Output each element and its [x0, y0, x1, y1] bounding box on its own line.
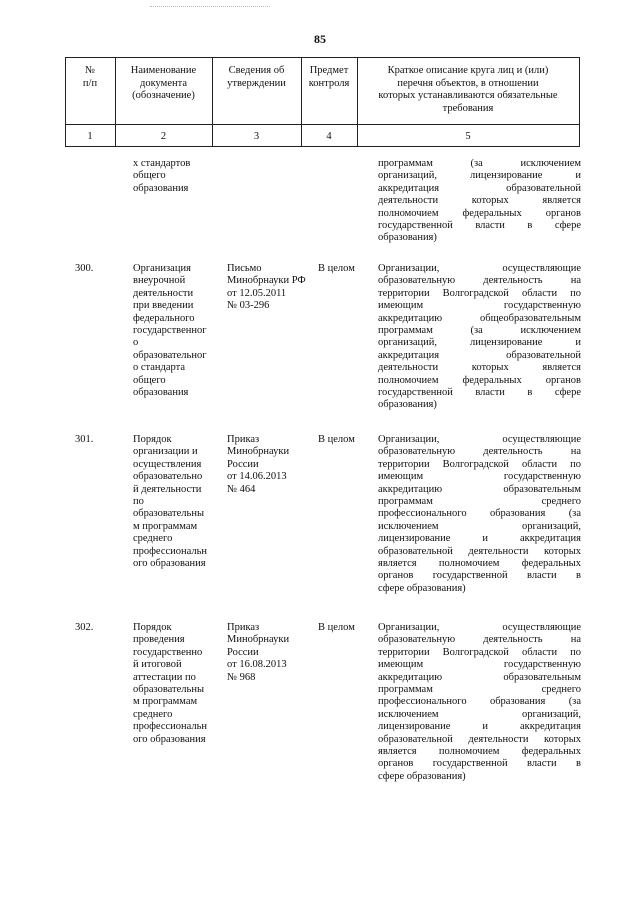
scan-artifact — [150, 6, 270, 9]
row-subject: В целом — [318, 622, 355, 633]
row-number: 300. — [75, 263, 94, 274]
column-number: 4 — [326, 131, 332, 142]
table-header — [65, 57, 580, 147]
row-description: Организации, осуществляющие образовательную деятельность на территории Волгоградской области по имеющим государственную аккредитацию общеобразовательным программам (за исключением организаций, лицензирование и аккредитация образовательной деятельности которых является полномочием федеральных органов государственной власти в сфере образования) — [378, 263, 581, 411]
row-document-name: Порядок организации и осуществления образовательно й деятельности по образовательны м программам среднего профессиональн ого образования — [133, 434, 208, 570]
border-line — [65, 146, 580, 147]
header-col-description: Краткое описание круга лиц и (или) перечня объектов, в отношении которых устанавливаются обязательные требования — [378, 65, 558, 114]
border-line — [65, 124, 580, 125]
border-line — [65, 57, 580, 58]
header-col-approval: Сведения об утверждении — [227, 65, 286, 89]
border-line — [579, 57, 580, 147]
row-approval: Письмо Минобрнауки РФ от 12.05.2011 № 03-296 — [227, 263, 306, 312]
header-col-document: Наименование документа (обозначение) — [130, 65, 197, 101]
row-document-name: Порядок проведения государственно й итоговой аттестации по образовательны м программам среднего профессиональн ого образования — [133, 622, 208, 745]
column-number: 2 — [160, 131, 167, 142]
column-number: 1 — [87, 131, 93, 142]
column-number: 3 — [253, 131, 260, 142]
row-approval: Приказ Минобрнауки России от 14.06.2013 № 464 — [227, 434, 290, 495]
page-number: 85 — [314, 32, 326, 46]
header-col-subject: Предмет контроля — [308, 65, 350, 89]
row-subject: В целом — [318, 263, 355, 274]
header-col-number: № п/п — [82, 65, 98, 89]
continuation-description: программам (за исключением организаций, лицензирование и аккредитация образовательной деятельности которых является полномочием федеральных органов государственной власти в сфере образования) — [378, 158, 581, 244]
row-subject: В целом — [318, 434, 355, 445]
row-description: Организации, осуществляющие образовательную деятельность на территории Волгоградской области по имеющим государственную аккредитацию образовательным программам среднего профессионального образования (за исключением организаций, лицензирование и аккредитация образовательной деятельности которых является полномочием федеральных органов государственной власти в сфере образования) — [378, 434, 581, 594]
row-document-name: Организация внеурочной деятельности при введении федерального государственног о образовательног о стандарта общего образования — [133, 263, 207, 399]
column-number: 5 — [465, 131, 471, 142]
row-number: 301. — [75, 434, 94, 445]
row-number: 302. — [75, 622, 94, 633]
row-approval: Приказ Минобрнауки России от 16.08.2013 № 968 — [227, 622, 290, 683]
row-description: Организации, осуществляющие образовательную деятельность на территории Волгоградской области по имеющим государственную аккредитацию образовательным программам среднего профессионального образования (за исключением организаций, лицензирование и аккредитация образовательной деятельности которых является полномочием федеральных органов государственной власти в сфере образования) — [378, 622, 581, 782]
continuation-name: х стандартов общего образования — [133, 158, 191, 194]
